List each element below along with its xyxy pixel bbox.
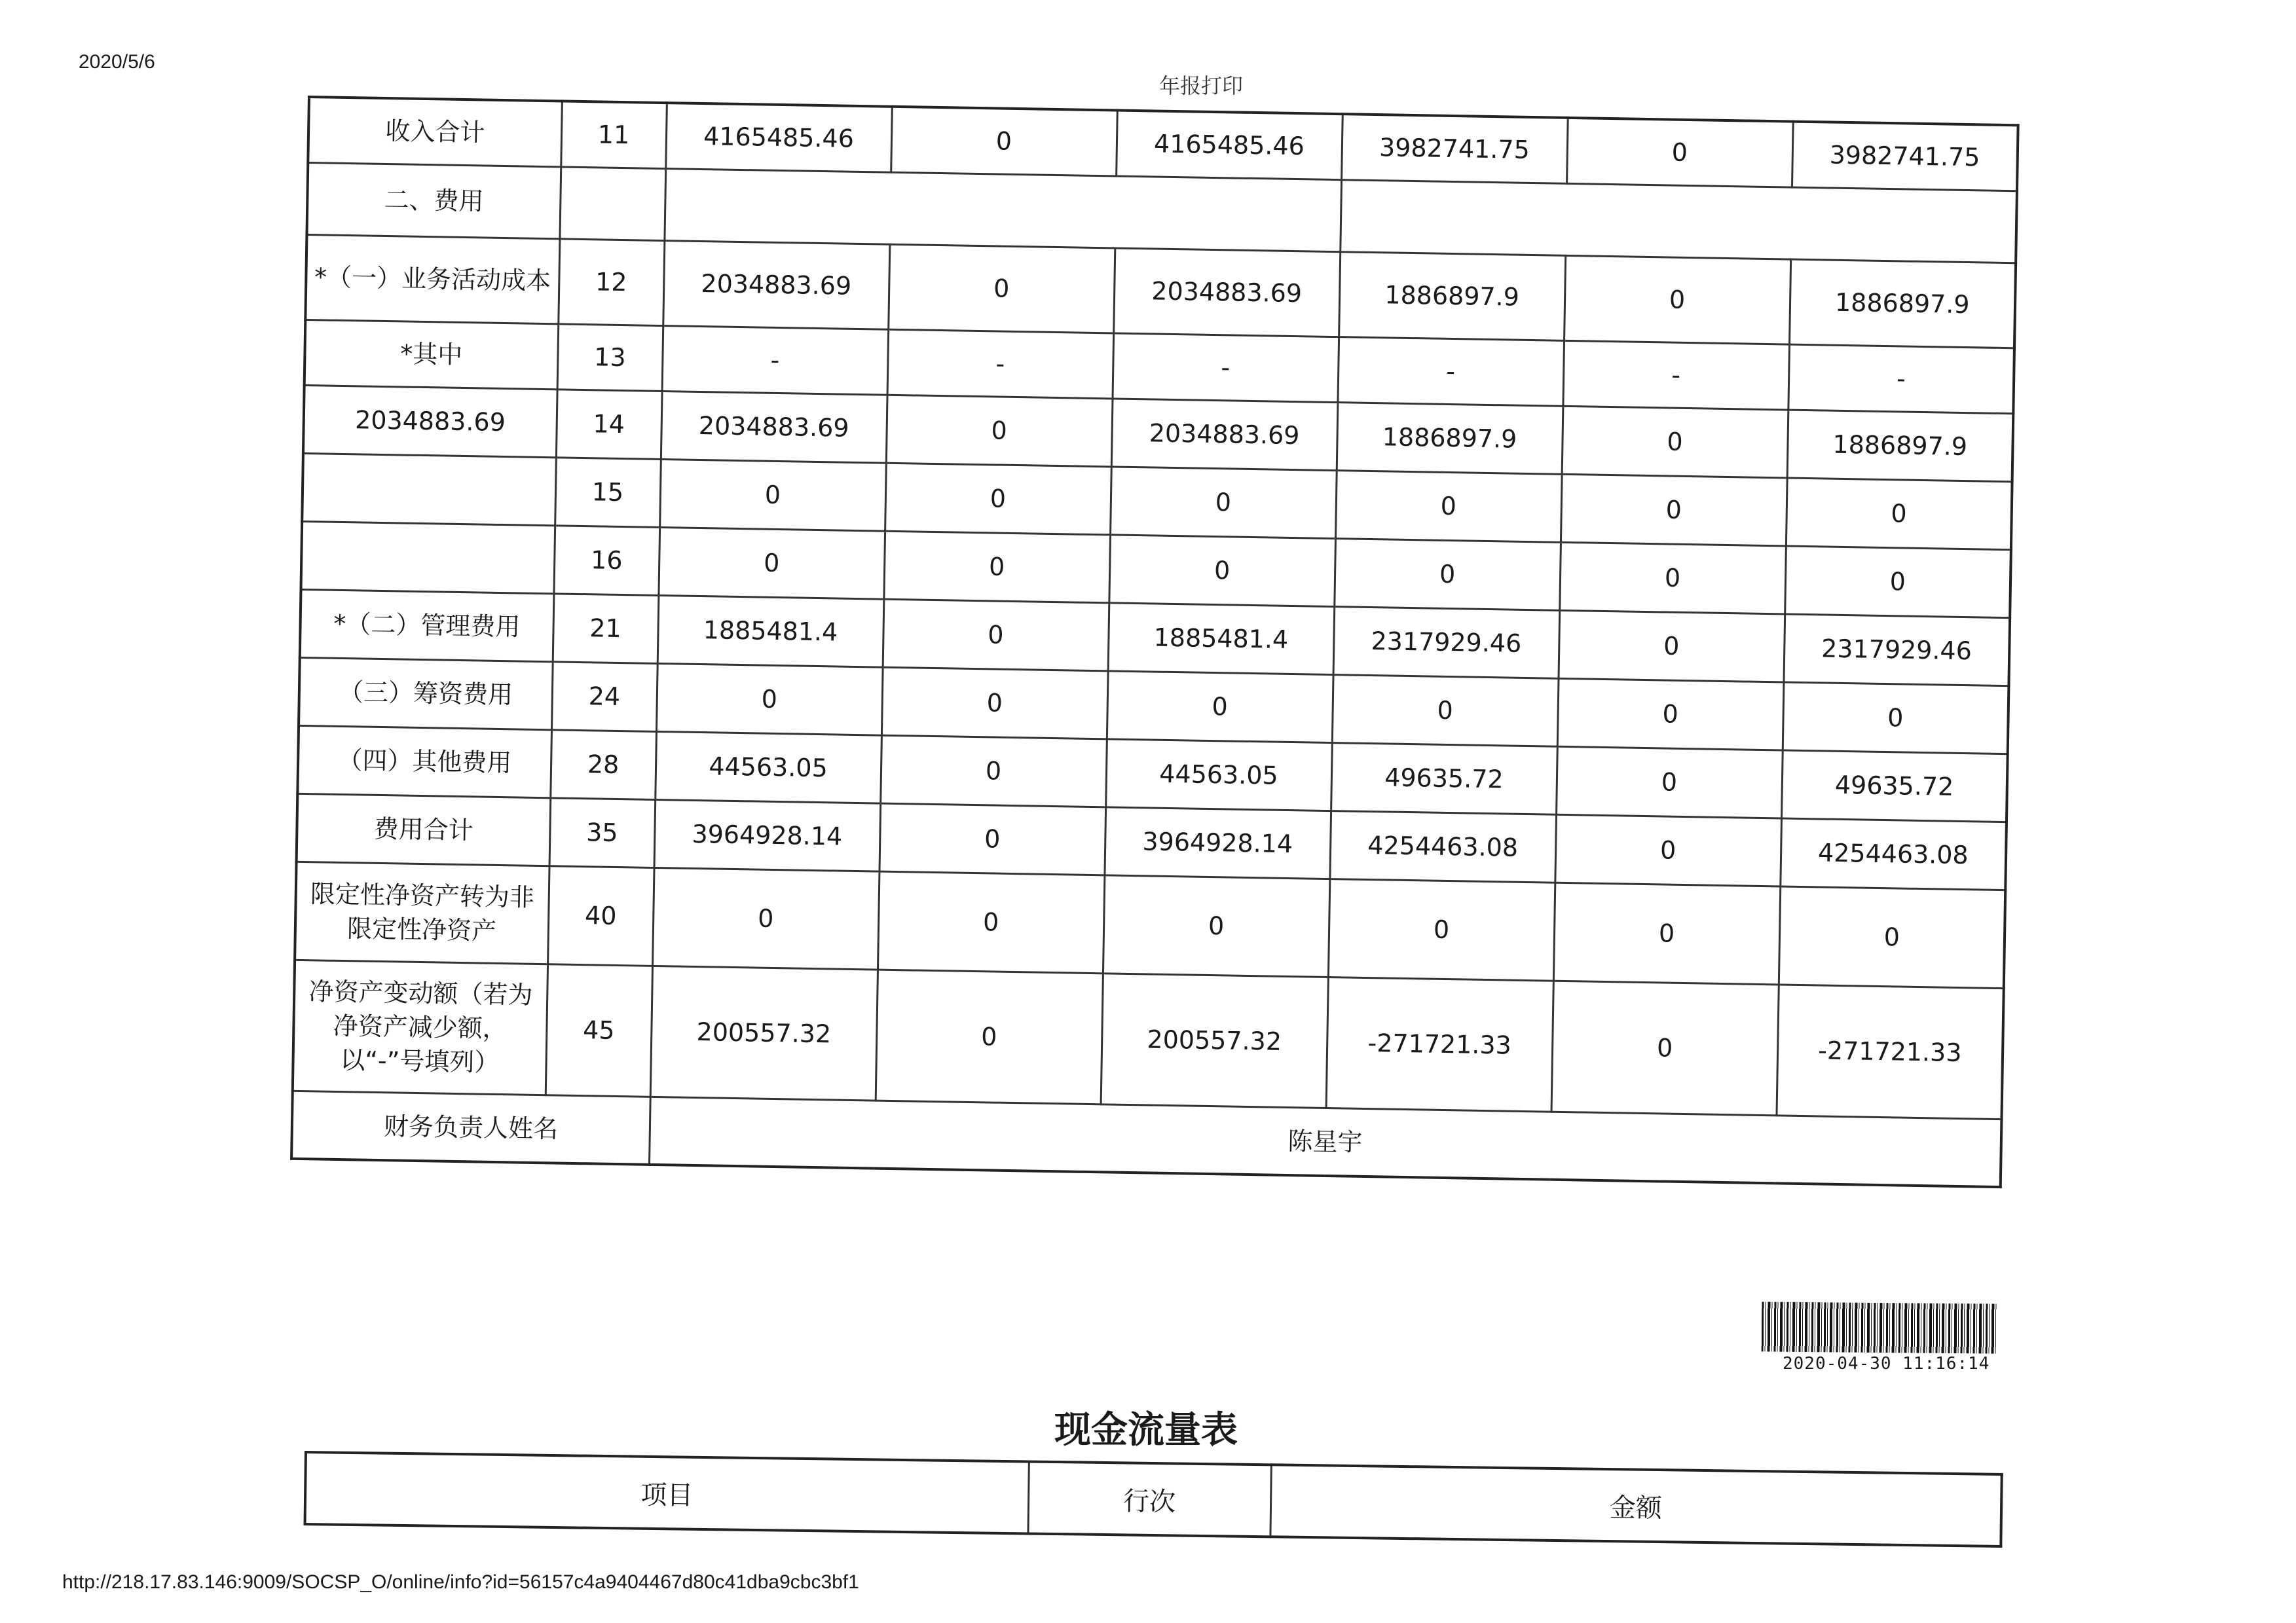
row-item: 限定性净资产转为非限定性净资产 [295, 862, 549, 964]
row-item: 二、费用 [306, 162, 561, 238]
row-c4: 1886897.9 [1339, 251, 1565, 340]
row-c2: 0 [885, 463, 1111, 535]
row-item: 2034883.69 [303, 385, 557, 457]
row-line: 14 [556, 389, 662, 459]
row-c3: 1885481.4 [1108, 602, 1335, 674]
row-c5: 0 [1566, 118, 1793, 187]
row-c3: 2034883.69 [1113, 247, 1340, 337]
row-c2: 0 [879, 803, 1105, 875]
row-c2: 0 [878, 871, 1104, 974]
row-line: 13 [557, 323, 663, 391]
barcode-timestamp: 2020-04-30 11:16:14 [1783, 1354, 1990, 1374]
row-c3: 200557.32 [1101, 973, 1328, 1108]
col-header-line: 行次 [1028, 1461, 1270, 1537]
row-item: 收入合计 [308, 97, 562, 166]
row-line: 16 [553, 525, 659, 595]
row-c6: 1886897.9 [1787, 410, 2014, 482]
row-c2: - [887, 329, 1114, 399]
row-c3: 0 [1103, 875, 1329, 977]
row-line: 40 [547, 866, 654, 966]
row-c2: 0 [881, 667, 1108, 739]
row-c2: 0 [883, 599, 1109, 671]
row-c5: 0 [1556, 746, 1783, 818]
row-c1: 2034883.69 [661, 391, 887, 463]
row-c3: - [1113, 333, 1339, 402]
row-c1: - [662, 325, 889, 395]
row-c4: 0 [1335, 470, 1562, 542]
row-c5: 0 [1553, 883, 1780, 985]
cash-flow-title: 现金流量表 [1054, 1409, 1238, 1451]
col-header-amount: 金额 [1270, 1465, 2001, 1546]
row-c6: 1886897.9 [1789, 259, 2016, 348]
row-c2: 0 [880, 735, 1107, 807]
finance-officer-label: 财务负责人姓名 [291, 1091, 650, 1165]
row-c5: 0 [1561, 474, 1787, 546]
row-c3: 0 [1110, 466, 1337, 538]
row-c1: 4165485.46 [665, 103, 892, 172]
row-line: 28 [550, 729, 656, 799]
row-c3: 0 [1109, 534, 1335, 606]
row-c4: 0 [1332, 674, 1559, 746]
row-merged-prior [1340, 179, 2017, 263]
row-c4: 49635.72 [1331, 742, 1557, 814]
table-header-row [305, 1452, 2002, 1546]
activity-table [290, 96, 2020, 1188]
row-item: 净资产变动额（若为净资产减少额，以“-”号填列） [293, 960, 547, 1095]
row-line: 24 [551, 661, 657, 731]
row-c5: 0 [1559, 610, 1785, 682]
row-c6: 0 [1779, 886, 2005, 988]
row-c6: 0 [1783, 682, 2009, 754]
row-c1: 200557.32 [650, 966, 878, 1101]
row-c3: 2034883.69 [1111, 398, 1338, 470]
print-date: 2020/5/6 [79, 51, 155, 73]
row-item: （四）其他费用 [297, 725, 551, 797]
row-c6: 2317929.46 [1783, 613, 2010, 685]
row-line: 12 [558, 238, 664, 325]
activity-statement [290, 96, 2017, 1188]
row-item: *（一）业务活动成本 [305, 234, 559, 323]
row-c2: 0 [888, 244, 1115, 333]
row-line: 21 [553, 593, 659, 663]
row-c2: 0 [883, 531, 1110, 603]
row-c6: 49635.72 [1781, 750, 2008, 822]
row-c6: 3982741.75 [1792, 122, 2018, 191]
row-c3: 3964928.14 [1104, 807, 1331, 879]
row-c4: - [1337, 337, 1564, 406]
row-c4: 0 [1328, 879, 1555, 981]
row-item [302, 453, 556, 525]
row-c1: 1885481.4 [657, 595, 884, 667]
cash-flow-table [304, 1451, 2003, 1548]
cash-flow-statement [304, 1451, 2001, 1548]
row-line: 45 [546, 964, 652, 1097]
row-line: 11 [561, 101, 667, 168]
row-c4: 3982741.75 [1341, 114, 1568, 183]
row-c5: 0 [1559, 542, 1786, 614]
row-c5: 0 [1562, 406, 1788, 478]
row-item: （三）筹资费用 [299, 657, 553, 729]
row-c1: 0 [656, 663, 883, 735]
row-c2: 0 [886, 395, 1113, 467]
row-line: 35 [549, 797, 656, 867]
col-header-item: 项目 [305, 1452, 1029, 1533]
row-c5: 0 [1551, 981, 1779, 1116]
row-c3: 44563.05 [1105, 739, 1332, 811]
row-c6: 4254463.08 [1780, 818, 2007, 890]
row-c4: 0 [1334, 538, 1561, 610]
row-c4: 1886897.9 [1337, 402, 1563, 474]
row-c2: 0 [876, 970, 1103, 1104]
row-c5: - [1563, 340, 1789, 410]
row-item: 费用合计 [297, 793, 551, 866]
row-c5: 0 [1557, 678, 1784, 750]
footer-url: http://218.17.83.146:9009/SOCSP_O/online/info?id=56157c4a9404467d80c41dba9cbc3bf1 [62, 1571, 859, 1593]
row-c6: -271721.33 [1776, 984, 2003, 1119]
row-c5: 0 [1555, 814, 1781, 886]
row-line [559, 166, 665, 240]
row-line: 15 [555, 457, 661, 527]
row-c1: 2034883.69 [663, 240, 889, 329]
finance-officer-name: 陈星宇 [649, 1097, 2001, 1187]
row-merged-current [664, 168, 1341, 251]
row-item: *其中 [305, 319, 559, 389]
row-c4: 4254463.08 [1329, 811, 1556, 883]
row-c1: 3964928.14 [654, 799, 881, 871]
row-item [301, 521, 555, 593]
row-c2: 0 [891, 107, 1117, 176]
row-c6: 0 [1786, 478, 2012, 550]
row-item: *（二）管理费用 [300, 589, 554, 661]
barcode-icon [1762, 1302, 1998, 1353]
row-c4: 2317929.46 [1333, 606, 1560, 678]
row-c5: 0 [1564, 255, 1790, 344]
row-c6: 0 [1785, 546, 2011, 618]
row-c1: 0 [658, 527, 885, 599]
row-c1: 44563.05 [655, 731, 881, 803]
row-c1: 0 [652, 867, 879, 970]
row-c6: - [1788, 344, 2014, 414]
row-c4: -271721.33 [1326, 977, 1553, 1112]
row-c3: 4165485.46 [1116, 110, 1342, 179]
row-c3: 0 [1107, 670, 1333, 742]
row-c1: 0 [659, 459, 886, 531]
print-title: 年报打印 [1159, 73, 1244, 98]
